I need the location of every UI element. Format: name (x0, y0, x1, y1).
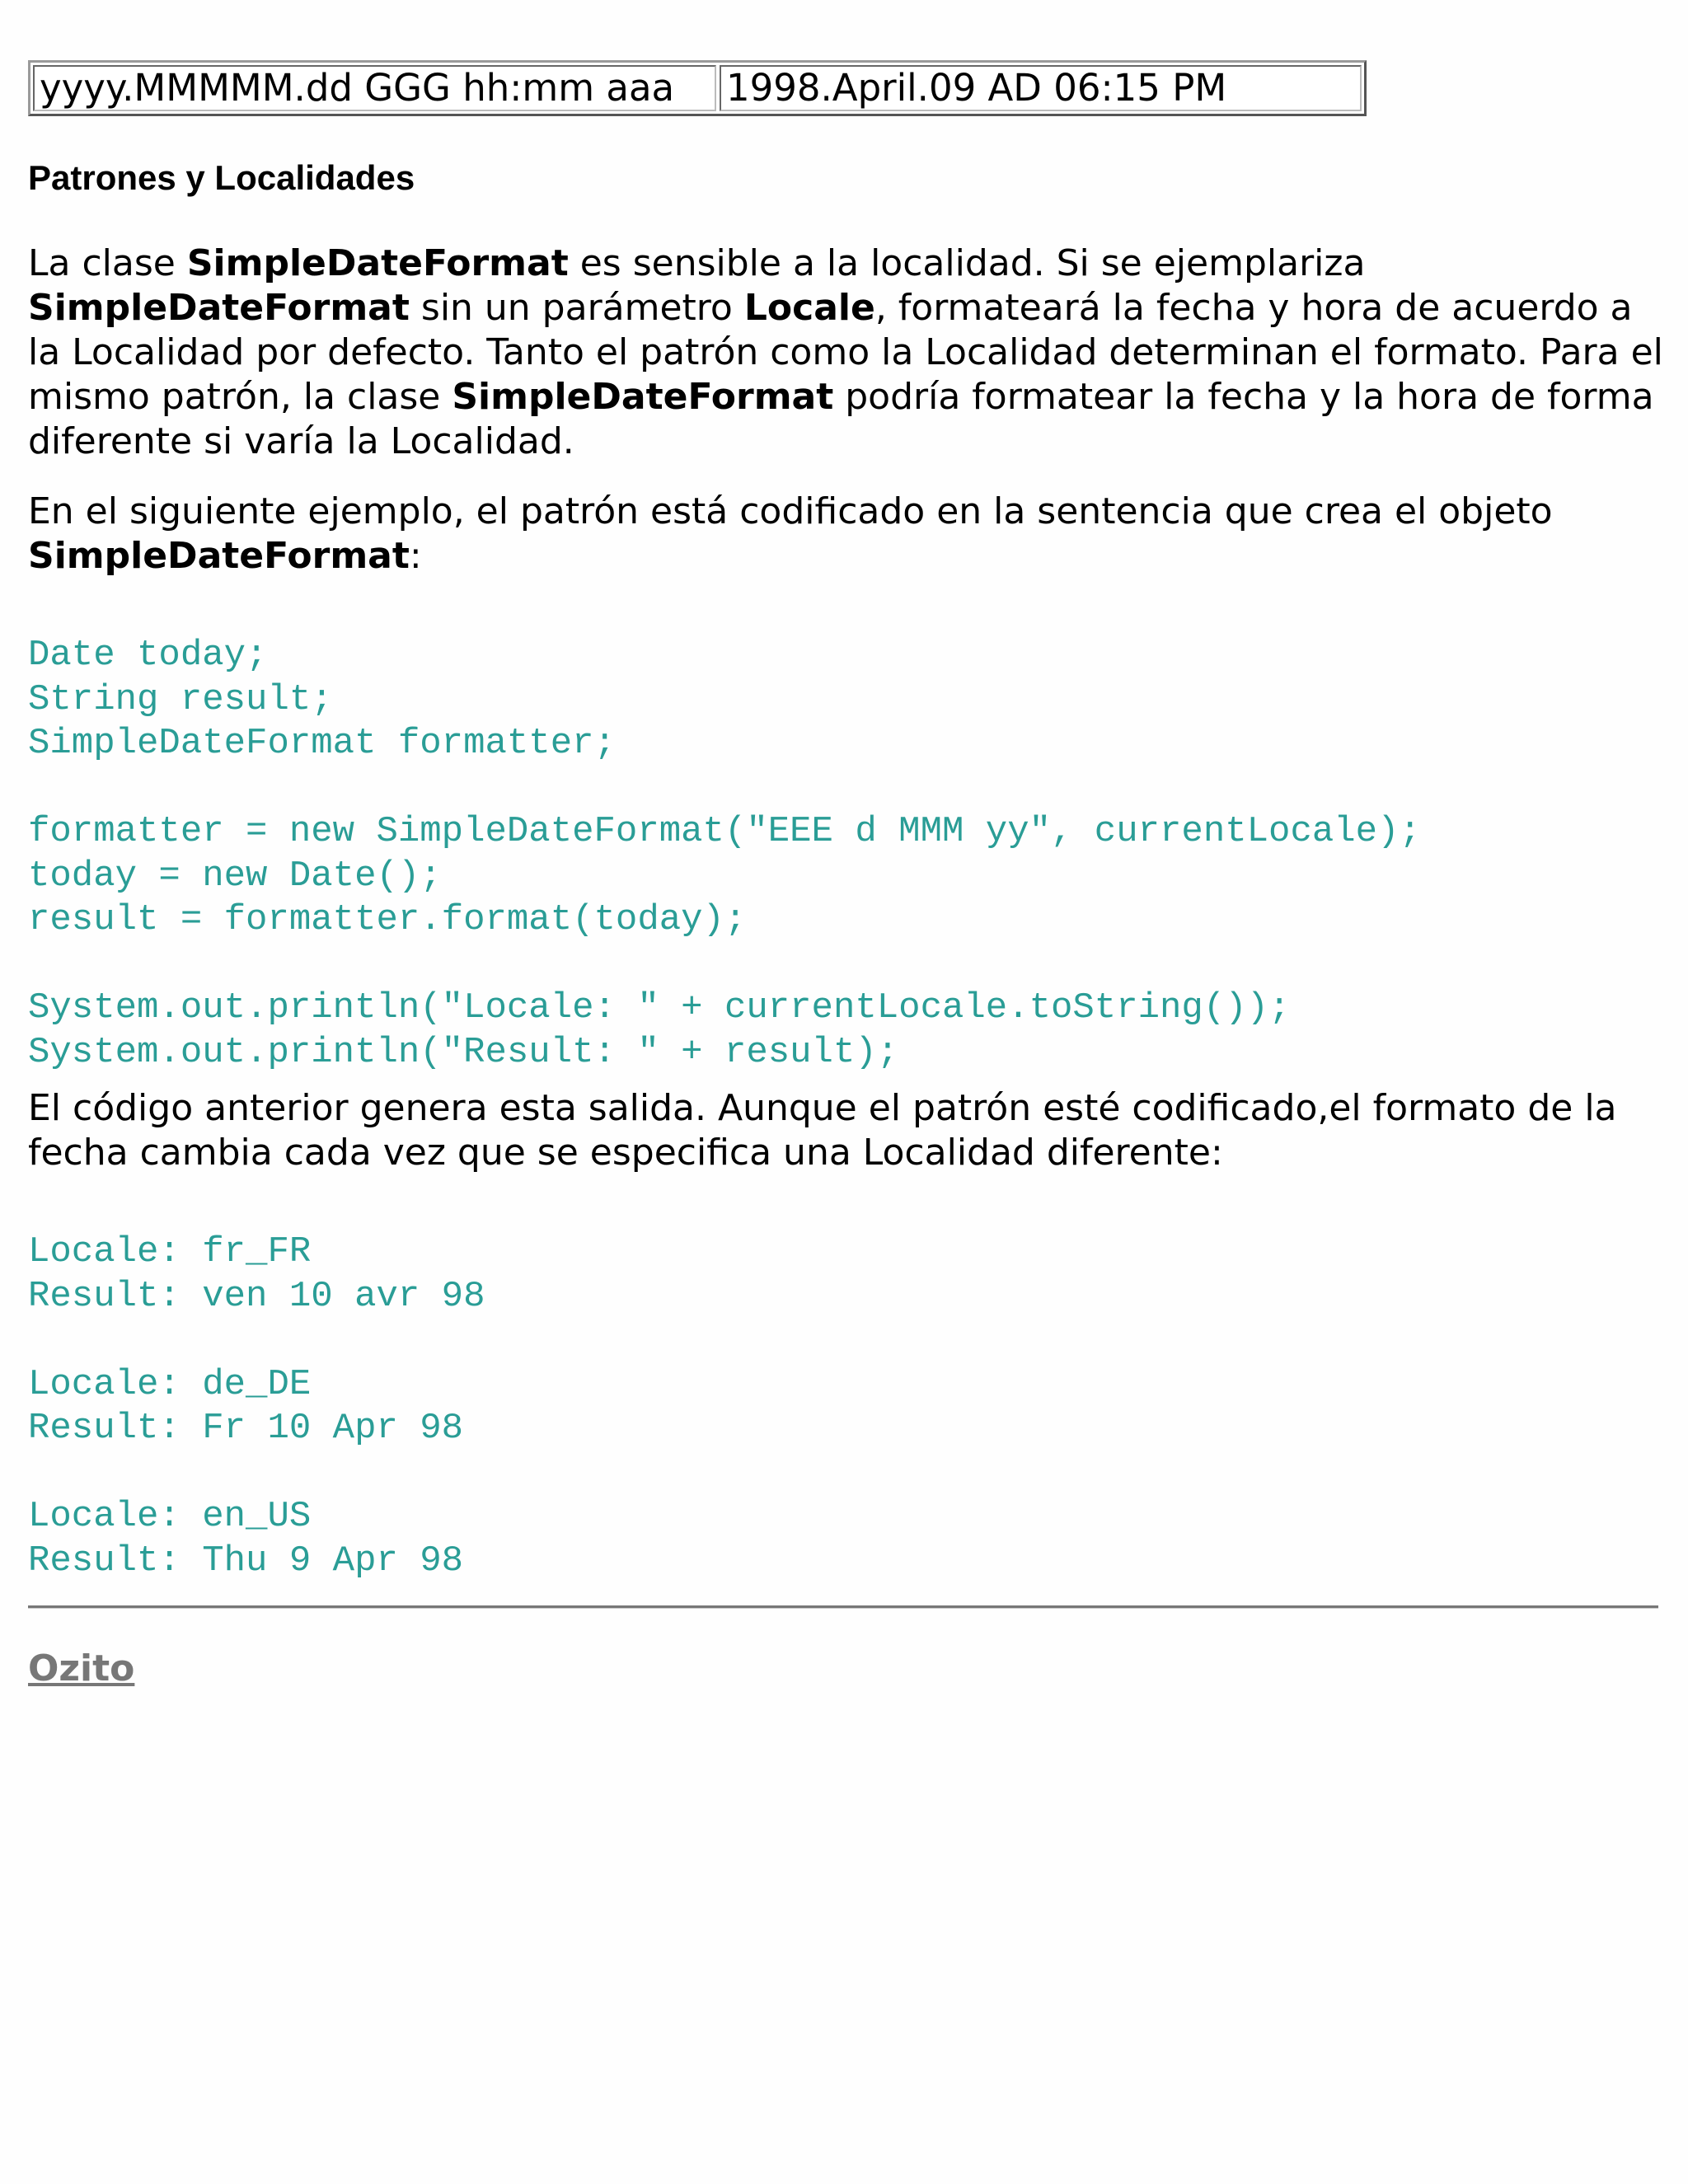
text-run: sin un parámetro (409, 287, 744, 329)
pattern-cell: yyyy.MMMMM.dd GGG hh:mm aaa (33, 65, 716, 111)
text-run: es sensible a la localidad. Si se ejemplariza (568, 242, 1366, 284)
result-cell: 1998.April.09 AD 06:15 PM (720, 65, 1362, 111)
class-name-bold: SimpleDateFormat (28, 535, 410, 577)
section-heading: Patrones y Localidades (28, 158, 415, 197)
ozito-link[interactable]: Ozito (28, 1647, 135, 1690)
format-example-table (28, 60, 1367, 116)
class-name-bold: Locale (743, 287, 875, 329)
class-name-bold: SimpleDateFormat (452, 376, 834, 418)
example-intro-paragraph (28, 490, 1668, 579)
text-run: podría formatear la fecha y la hora de forma diferente si varía la Localidad. (28, 376, 1654, 462)
text-run: : (409, 535, 422, 577)
text-run: La clase (28, 242, 187, 284)
class-name-bold: SimpleDateFormat (28, 287, 410, 329)
class-name-bold: SimpleDateFormat (186, 242, 569, 284)
horizontal-divider (28, 1605, 1658, 1609)
text-run: En el siguiente ejemplo, el patrón está codificado en la sentencia que crea el objeto (28, 490, 1553, 532)
code-output-block: Locale: fr_FR Result: ven 10 avr 98 Locale: de_DE Result: Fr 10 Apr 98 Locale: en_US Result: Thu 9 Apr 98 (28, 1231, 485, 1582)
code-example-block: Date today; String result; SimpleDateFormat formatter; formatter = new SimpleDateFormat("EEE d MMM yy", currentLocale); today = new Date(); result = formatter.format(today); System.out.println("Locale: " + currentLocale.toString()); System.out.println("Result: " + result); (28, 635, 1421, 1073)
output-intro-paragraph: El código anterior genera esta salida. Aunque el patrón esté codificado,el formato de la fecha cambia cada vez que se especifica una Localidad diferente: (28, 1087, 1617, 1174)
text-run: , formateará la fecha y hora de acuerdo a la Localidad por defecto. Tanto el patrón como la Localidad determinan el formato. Para el mismo patrón, la clase (28, 287, 1663, 418)
intro-paragraph (28, 241, 1668, 464)
